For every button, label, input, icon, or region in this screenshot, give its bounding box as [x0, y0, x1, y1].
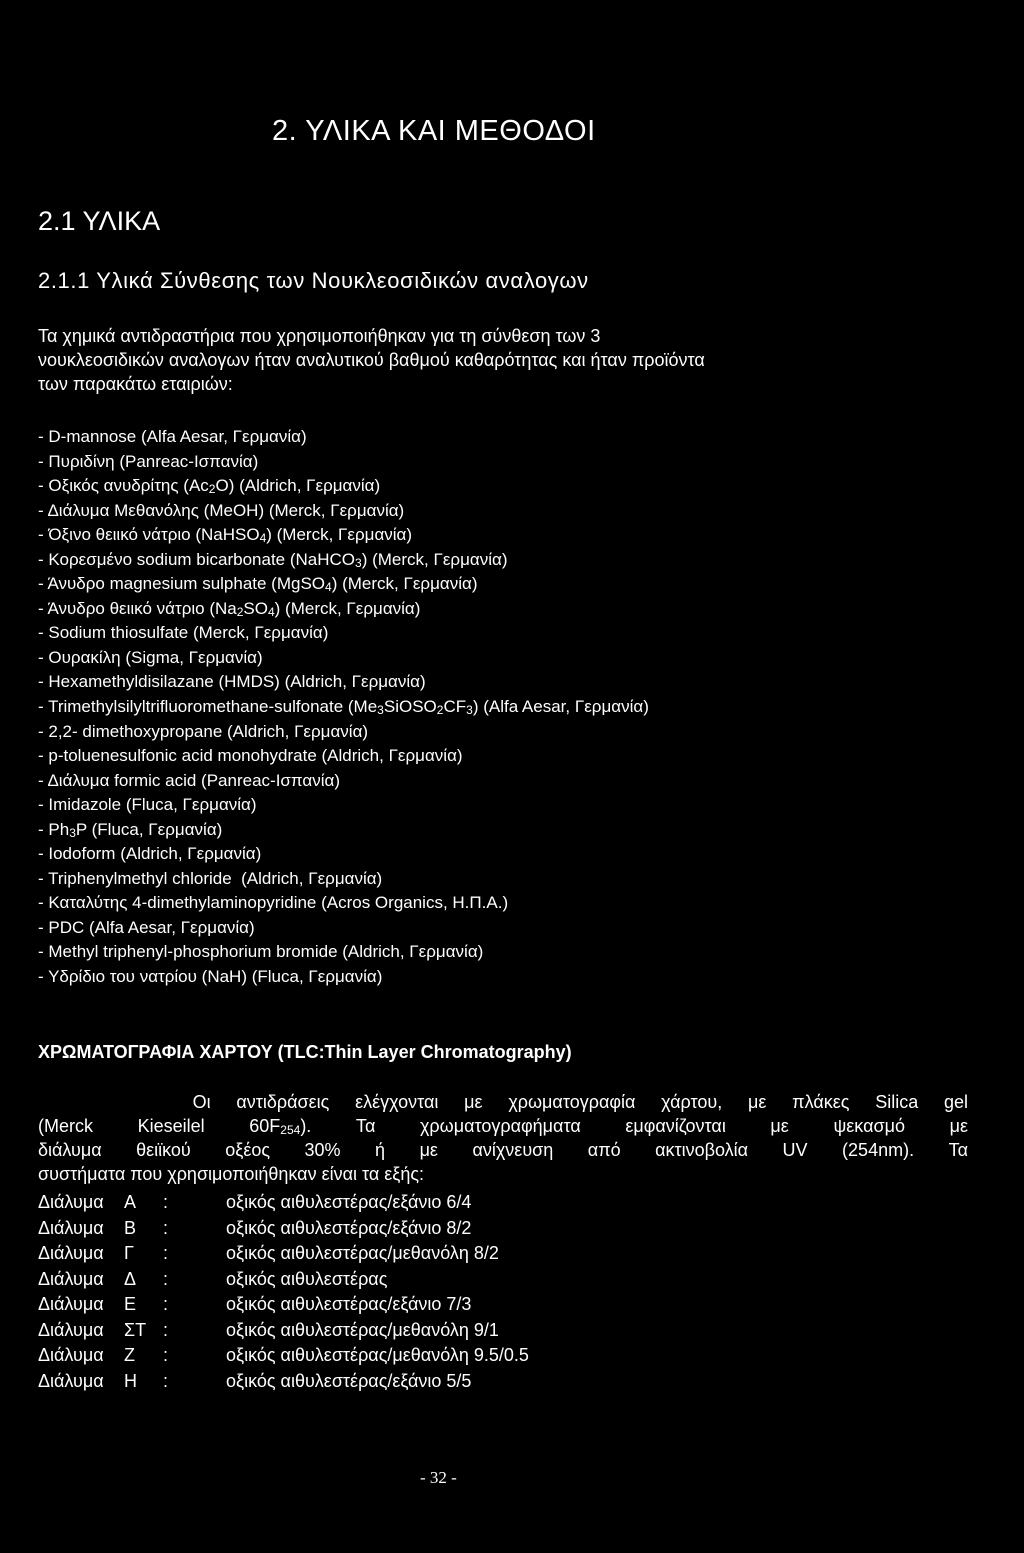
- reagent-subscript: 3: [466, 703, 473, 718]
- solvent-colon: :: [163, 1243, 169, 1263]
- reagent-text: ) (Merck, Γερμανία): [274, 598, 421, 618]
- reagent-item: [38, 720, 998, 745]
- reagent-text: - Διάλυμα formic acid (Panreac-Ισπανία): [38, 770, 340, 790]
- reagent-text: - Triphenylmethyl chloride (Aldrich, Γερμανία): [38, 868, 383, 888]
- reagent-subscript: 2: [436, 703, 444, 718]
- reagent-text: - Ουρακίλη (Sigma, Γερμανία): [38, 647, 263, 667]
- reagent-text: - Οξικός ανυδρίτης (Ac: [38, 476, 209, 496]
- solvent-composition: οξικός αιθυλεστέρας: [226, 1268, 388, 1289]
- tlc-line-text: (Merck Kieseilel 60F: [38, 1116, 281, 1136]
- reagent-text: - Όξινο θειικό νάτριο (NaHSO: [38, 525, 260, 545]
- reagent-subscript: 4: [267, 604, 275, 619]
- reagent-item: [38, 670, 998, 695]
- reagent-subscript: 3: [355, 555, 362, 570]
- reagent-text: SO: [243, 598, 268, 618]
- reagent-item: [38, 891, 998, 916]
- reagent-text: - p-toluenesulfonic acid monohydrate (Aldrich, Γερμανία): [38, 746, 463, 766]
- intro-line: νουκλεοσιδικών αναλογων ήταν αναλυτικού βαθμού καθαρότητας και ήταν προϊόντα: [38, 350, 705, 370]
- chapter-title: 2. ΥΛΙΚΑ ΚΑΙ ΜΕΘΟΔΟΙ: [272, 115, 596, 147]
- solvent-label: Διάλυμα: [38, 1268, 104, 1289]
- solvent-letter: Ζ: [124, 1345, 135, 1365]
- intro-paragraph: [38, 324, 968, 396]
- solvent-label: Διάλυμα: [38, 1370, 104, 1391]
- solvent-row: [38, 1343, 968, 1369]
- reagent-item: [38, 572, 998, 597]
- solvent-letter: Δ: [124, 1268, 137, 1289]
- reagent-text: O) (Aldrich, Γερμανία): [215, 476, 381, 496]
- reagent-text: - Διάλυμα Μεθανόλης (MeOH) (Merck, Γερμανία): [38, 500, 405, 520]
- tlc-line: [38, 1114, 968, 1138]
- solvent-row: [38, 1216, 968, 1242]
- solvent-label: Διάλυμα: [38, 1345, 104, 1365]
- tlc-line-text: ). Τα χρωματογραφήματα εμφανίζονται με ψεκασμό με: [300, 1116, 968, 1136]
- solvent-composition: οξικός αιθυλεστέρας/εξάνιο 5/5: [226, 1370, 472, 1391]
- reagent-text: - Trimethylsilyltrifluoromethane-sulfonate (Me: [38, 697, 378, 717]
- reagent-subscript: 4: [325, 580, 332, 595]
- reagent-text: - Κορεσμένο sodium bicarbonate (NaHCO: [38, 549, 356, 569]
- reagent-item: [38, 940, 998, 965]
- solvent-colon: :: [163, 1319, 169, 1340]
- reagent-subscript: 3: [69, 825, 76, 840]
- reagent-item: [38, 965, 998, 990]
- tlc-line: [38, 1090, 968, 1114]
- solvent-label: Διάλυμα: [38, 1294, 104, 1314]
- tlc-subscript: 254: [280, 1123, 301, 1137]
- intro-line: Τα χημικά αντιδραστήρια που χρησιμοποιήθηκαν για τη σύνθεση των 3: [38, 326, 601, 346]
- solvent-composition: οξικός αιθυλεστέρας/εξάνιο 8/2: [226, 1217, 472, 1238]
- tlc-line: [38, 1162, 968, 1186]
- reagent-text: - Άνυδρο θειικό νάτριο (Na: [38, 598, 237, 618]
- solvent-letter: Γ: [124, 1243, 134, 1263]
- section-title: 2.1 ΥΛΙΚΑ: [38, 206, 161, 236]
- reagent-subscript: 4: [259, 531, 267, 546]
- solvent-label: Διάλυμα: [38, 1243, 104, 1263]
- reagent-text: - PDC (Alfa Aesar, Γερμανία): [38, 917, 255, 937]
- tlc-line-text: διάλυμα θειϊκού οξέος 30% ή με ανίχνευση από ακτινοβολία UV (254nm). Τα: [38, 1140, 968, 1160]
- solvent-label: Διάλυμα: [38, 1217, 104, 1238]
- solvent-composition: οξικός αιθυλεστέρας/μεθανόλη 8/2: [226, 1243, 499, 1263]
- reagent-item: [38, 842, 998, 867]
- reagent-subscript: 2: [236, 604, 244, 619]
- reagent-item: [38, 597, 998, 622]
- solvent-colon: :: [163, 1268, 169, 1289]
- intro-line: των παρακάτω εταιριών:: [38, 374, 233, 394]
- solvent-row: [38, 1267, 968, 1293]
- reagent-item: [38, 474, 998, 499]
- solvent-composition: οξικός αιθυλεστέρας/εξάνιο 6/4: [226, 1192, 472, 1212]
- reagent-text: ) (Alfa Aesar, Γερμανία): [472, 697, 649, 717]
- reagent-subscript: 2: [208, 482, 216, 497]
- solvent-row: [38, 1190, 968, 1216]
- solvent-row: [38, 1292, 968, 1318]
- tlc-heading: ΧΡΩΜΑΤΟΓΡΑΦΙΑ ΧΑΡΤΟΥ (TLC:Thin Layer Chromatography): [38, 1042, 572, 1062]
- reagent-text: - Πυριδίνη (Panreac-Ισπανία): [38, 451, 259, 471]
- solvent-letter: Α: [124, 1192, 137, 1212]
- reagent-item: [38, 769, 998, 794]
- solvent-letter: ΣΤ: [124, 1319, 147, 1340]
- reagent-text: - Καταλύτης 4-dimethylaminopyridine (Acros Organics, Η.Π.Α.): [38, 893, 509, 913]
- reagent-subscript: 3: [377, 703, 384, 718]
- reagent-text: - Υδρίδιο του νατρίου (NaH) (Fluca, Γερμανία): [38, 967, 383, 987]
- tlc-line: [38, 1138, 968, 1162]
- reagent-item: [38, 548, 998, 573]
- solvent-letter: Β: [124, 1217, 137, 1238]
- reagent-item: [38, 695, 998, 720]
- reagent-item: [38, 499, 998, 524]
- reagent-item: [38, 916, 998, 941]
- reagent-text: CF: [443, 697, 467, 717]
- reagent-item: [38, 818, 998, 843]
- reagent-item: [38, 867, 998, 892]
- reagent-text: ) (Merck, Γερμανία): [266, 525, 413, 545]
- reagent-item: [38, 425, 998, 450]
- subsection-title: 2.1.1 Υλικά Σύνθεσης των Νουκλεοσιδικών αναλογων: [38, 268, 589, 293]
- reagent-text: - Ph: [38, 819, 70, 839]
- reagent-item: [38, 450, 998, 475]
- reagent-text: - Iodoform (Aldrich, Γερμανία): [38, 844, 262, 864]
- tlc-line-text: συστήματα που χρησιμοποιήθηκαν είναι τα εξής:: [38, 1164, 425, 1184]
- page-number: - 32 -: [420, 1468, 457, 1487]
- solvent-colon: :: [163, 1217, 169, 1238]
- reagent-text: - Methyl triphenyl-phosphorium bromide (Aldrich, Γερμανία): [38, 942, 484, 962]
- tlc-paragraph: [38, 1090, 968, 1186]
- reagent-text: - Imidazole (Fluca, Γερμανία): [38, 795, 257, 815]
- reagent-text: ) (Merck, Γερμανία): [361, 549, 508, 569]
- solvent-letter: Ε: [124, 1294, 137, 1314]
- reagent-item: [38, 621, 998, 646]
- solvent-row: [38, 1241, 968, 1267]
- solvent-colon: :: [163, 1192, 169, 1212]
- solvent-composition: οξικός αιθυλεστέρας/μεθανόλη 9.5/0.5: [226, 1345, 529, 1365]
- solvent-colon: :: [163, 1294, 169, 1314]
- reagent-text: - 2,2- dimethoxypropane (Aldrich, Γερμανία): [38, 721, 369, 741]
- solvent-letter: Η: [124, 1370, 137, 1391]
- solvent-label: Διάλυμα: [38, 1192, 104, 1212]
- solvent-row: [38, 1318, 968, 1344]
- solvent-colon: :: [163, 1370, 169, 1391]
- reagent-item: [38, 523, 998, 548]
- reagent-item: [38, 744, 998, 769]
- solvent-composition: οξικός αιθυλεστέρας/εξάνιο 7/3: [226, 1294, 472, 1314]
- solvent-systems: [38, 1190, 968, 1394]
- solvent-colon: :: [163, 1345, 169, 1365]
- reagent-text: P (Fluca, Γερμανία): [75, 819, 223, 839]
- reagent-text: - Hexamethyldisilazane (HMDS) (Aldrich, Γερμανία): [38, 672, 426, 692]
- reagent-item: [38, 793, 998, 818]
- reagent-list: [38, 425, 998, 990]
- reagent-text: SiOSO: [383, 697, 437, 717]
- reagent-text: ) (Merck, Γερμανία): [331, 574, 478, 594]
- solvent-row: [38, 1369, 968, 1395]
- solvent-label: Διάλυμα: [38, 1319, 104, 1340]
- tlc-line-text: Οι αντιδράσεις ελέγχονται με χρωματογραφία χάρτου, με πλάκες Silica gel: [38, 1092, 968, 1112]
- reagent-text: - D-mannose (Alfa Aesar, Γερμανία): [38, 427, 307, 446]
- reagent-text: - Sodium thiosulfate (Merck, Γερμανία): [38, 623, 329, 643]
- reagent-text: - Άνυδρο magnesium sulphate (MgSO: [38, 574, 326, 594]
- solvent-composition: οξικός αιθυλεστέρας/μεθανόλη 9/1: [226, 1319, 499, 1340]
- reagent-item: [38, 646, 998, 671]
